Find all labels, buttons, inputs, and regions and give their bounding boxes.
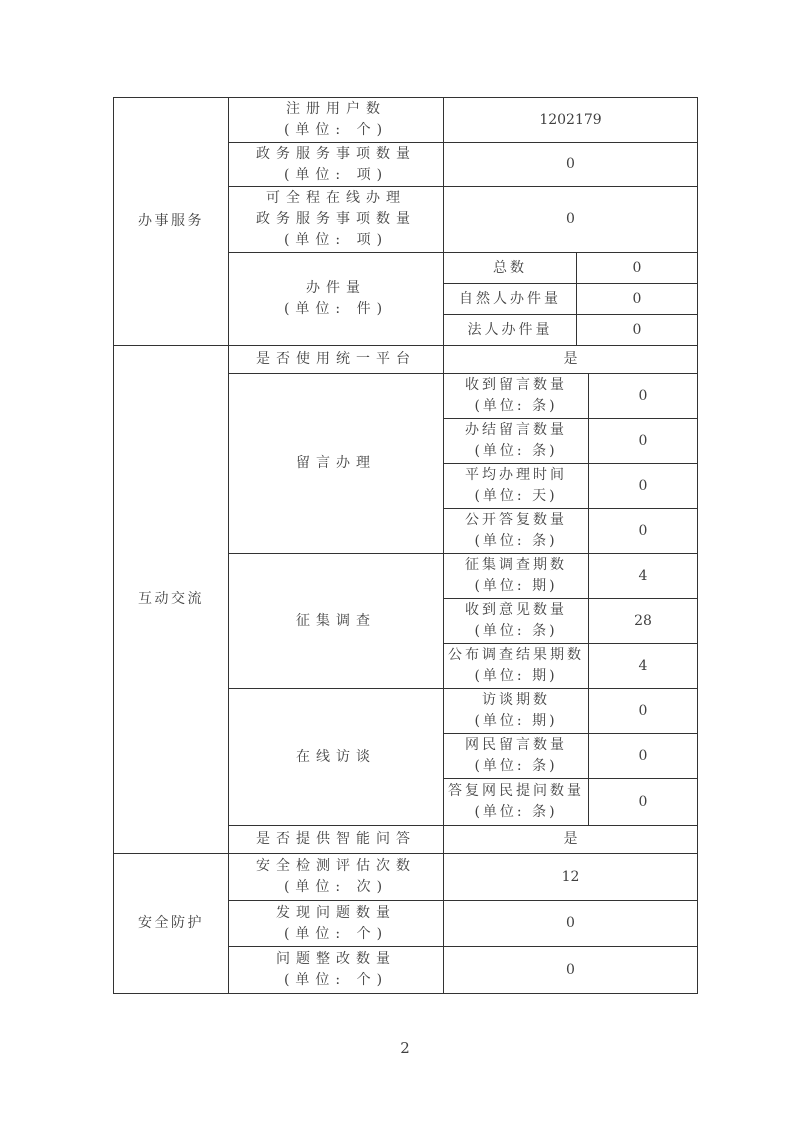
case-legal-value-cell: 0 <box>577 315 698 346</box>
interview-periods-label-cell <box>444 689 589 734</box>
smart-qa-label-cell: 是否提供智能问答 <box>229 826 444 854</box>
category-cell-interaction: 互动交流 <box>114 346 229 854</box>
row-unit: (单位: 期) <box>474 668 558 684</box>
row-label-line1: 可全程在线办理 <box>266 190 406 206</box>
avg-handle-time-value-cell: 0 <box>589 464 698 509</box>
registered-users-value-cell: 1202179 <box>444 98 698 143</box>
public-replies-value-cell: 0 <box>589 509 698 554</box>
row-unit: (单位: 条) <box>474 758 558 774</box>
row-label: 征集调查期数 <box>465 557 567 573</box>
row-unit: (单位: 个) <box>283 925 389 942</box>
survey-results-value-cell: 4 <box>589 644 698 689</box>
survey-results-label-cell <box>444 644 589 689</box>
row-unit: (单位: 次) <box>283 879 389 895</box>
registered-users-label-cell <box>229 98 444 143</box>
case-total-label-cell: 总数 <box>444 253 577 284</box>
row-label: 办件量 <box>306 280 366 296</box>
messages-received-value-cell: 0 <box>589 374 698 419</box>
row-label: 平均办理时间 <box>465 467 567 483</box>
table-row <box>114 98 698 143</box>
row-label: 收到留言数量 <box>465 377 567 393</box>
public-replies-label-cell <box>444 509 589 554</box>
case-natural-value-cell: 0 <box>577 284 698 315</box>
netizen-messages-label-cell <box>444 734 589 779</box>
row-unit: (单位: 条) <box>474 804 558 820</box>
online-items-value-cell: 0 <box>444 187 698 253</box>
row-unit: (单位: 期) <box>474 578 558 594</box>
category-cell-service: 办事服务 <box>114 98 229 346</box>
row-label: 网民留言数量 <box>465 737 567 753</box>
row-label: 安全检测评估次数 <box>256 858 416 874</box>
row-unit: (单位: 期) <box>474 713 558 729</box>
case-legal-label-cell: 法人办件量 <box>444 315 577 346</box>
row-unit: (单位: 条) <box>474 443 558 459</box>
interview-label-cell: 在线访谈 <box>229 689 444 826</box>
case-total-value-cell: 0 <box>577 253 698 284</box>
security-checks-label-cell <box>229 854 444 901</box>
row-unit: (单位: 件) <box>283 301 389 317</box>
row-unit: (单位: 天) <box>474 488 558 504</box>
problems-found-value-cell: 0 <box>444 901 698 947</box>
unified-platform-label-cell: 是否使用统一平台 <box>229 346 444 374</box>
netizen-messages-value-cell: 0 <box>589 734 698 779</box>
row-unit: (单位: 条) <box>474 398 558 414</box>
report-table <box>113 97 698 994</box>
netizen-replies-value-cell: 0 <box>589 779 698 826</box>
row-label: 公布调查结果期数 <box>448 647 584 663</box>
row-unit: (单位: 项) <box>283 232 389 248</box>
security-checks-value-cell: 12 <box>444 854 698 901</box>
page-number: 2 <box>400 1039 410 1057</box>
case-natural-label-cell: 自然人办件量 <box>444 284 577 315</box>
netizen-replies-label-cell <box>444 779 589 826</box>
row-label: 发现问题数量 <box>276 904 396 921</box>
interview-periods-value-cell: 0 <box>589 689 698 734</box>
row-label: 访谈期数 <box>482 692 550 708</box>
message-handling-label-cell: 留言办理 <box>229 374 444 554</box>
row-label: 收到意见数量 <box>465 602 567 618</box>
service-items-value-cell: 0 <box>444 143 698 187</box>
row-unit: (单位: 条) <box>474 533 558 549</box>
messages-received-label-cell <box>444 374 589 419</box>
opinions-received-label-cell <box>444 599 589 644</box>
row-label-line2: 政务服务事项数量 <box>256 211 416 227</box>
online-items-label-cell <box>229 187 444 253</box>
table-row <box>114 346 698 374</box>
row-unit: (单位: 个) <box>283 972 389 988</box>
avg-handle-time-label-cell <box>444 464 589 509</box>
row-unit: (单位: 条) <box>474 623 558 639</box>
row-label: 注册用户数 <box>286 101 386 117</box>
case-volume-label-cell <box>229 253 444 346</box>
unified-platform-value-cell: 是 <box>444 346 698 374</box>
row-label: 问题整改数量 <box>276 951 396 967</box>
row-label: 公开答复数量 <box>465 512 567 528</box>
row-label: 政务服务事项数量 <box>256 145 416 162</box>
service-items-label-cell <box>229 143 444 187</box>
problems-fixed-label-cell <box>229 947 444 994</box>
row-unit: (单位: 项) <box>283 166 389 183</box>
table-row <box>114 854 698 901</box>
smart-qa-value-cell: 是 <box>444 826 698 854</box>
survey-periods-value-cell: 4 <box>589 554 698 599</box>
problems-fixed-value-cell: 0 <box>444 947 698 994</box>
category-cell-security: 安全防护 <box>114 854 229 994</box>
row-unit: (单位: 个) <box>283 122 389 138</box>
problems-found-label-cell <box>229 901 444 947</box>
messages-completed-label-cell <box>444 419 589 464</box>
opinions-received-value-cell: 28 <box>589 599 698 644</box>
messages-completed-value-cell: 0 <box>589 419 698 464</box>
survey-periods-label-cell <box>444 554 589 599</box>
row-label: 答复网民提问数量 <box>448 783 584 799</box>
row-label: 办结留言数量 <box>465 422 567 438</box>
survey-label-cell: 征集调查 <box>229 554 444 689</box>
